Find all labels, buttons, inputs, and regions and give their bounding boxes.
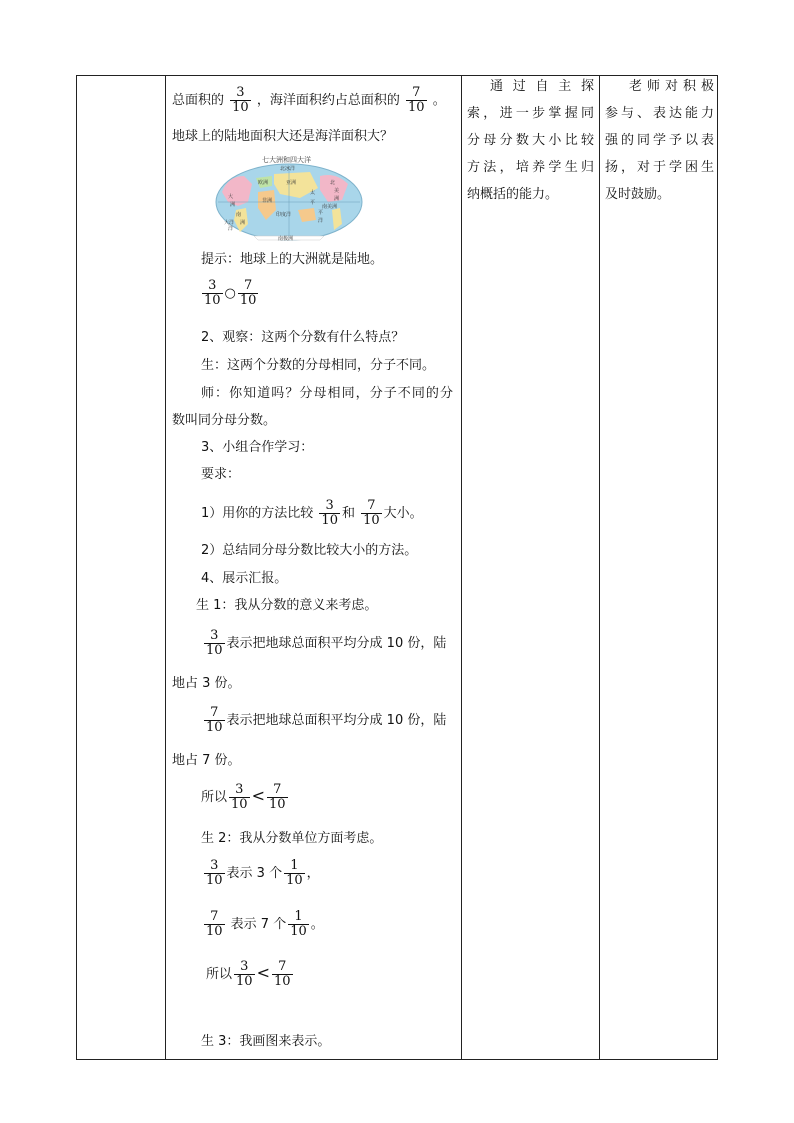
map-label: 南美洲 [322, 204, 338, 210]
content-line [202, 859, 320, 888]
content-line: 2）总结同分母分数比较大小的方法。 [201, 543, 418, 558]
content-line: 地占 7 份。 [172, 753, 241, 768]
intent-line: 方法，培养学生归 [467, 160, 594, 175]
denominator: 10 [363, 513, 380, 528]
text: 表示 7 个 [226, 917, 287, 932]
notes-line: 老师对积极 [629, 79, 714, 94]
text: ，海洋面积约占总面积的 [256, 93, 400, 108]
denominator: 10 [232, 100, 249, 115]
numerator: 1 [290, 858, 299, 873]
numerator: 7 [278, 959, 287, 974]
content-line: 地球上的陆地面积大还是海洋面积大？ [172, 129, 394, 144]
numerator: 3 [235, 782, 244, 797]
notes-line: 强的同学予以表 [605, 133, 714, 148]
denominator: 10 [273, 974, 291, 989]
world-map [214, 154, 364, 242]
less-than: < [256, 963, 270, 982]
text: 所以 [201, 790, 228, 805]
numerator: 3 [210, 858, 219, 873]
content-line: 生 2：我从分数单位方面考虑。 [201, 831, 383, 846]
denominator: 10 [239, 293, 257, 308]
map-label: 美 [334, 188, 340, 194]
content-line: 生 1：我从分数的意义来考虑。 [196, 598, 378, 613]
content-line: 4、展示汇报。 [201, 571, 288, 586]
numerator: 3 [325, 498, 334, 513]
less-than: < [251, 786, 265, 805]
content-line: 生 3：我画图来表示。 [201, 1034, 331, 1049]
fraction-1-10 [288, 910, 309, 939]
fraction-1-10 [284, 859, 305, 888]
intent-line: 索，进一步掌握同 [467, 106, 594, 121]
map-label: 平 [310, 200, 316, 206]
denominator: 10 [290, 924, 307, 939]
world-map-image [214, 154, 364, 242]
map-label: 洲 [240, 220, 246, 226]
text: 1）用你的方法比较 [201, 506, 314, 521]
column-divider [599, 76, 600, 1059]
denominator: 10 [206, 924, 223, 939]
denominator: 10 [206, 720, 223, 735]
text: 大小。 [383, 506, 423, 521]
content-line [202, 629, 446, 658]
fraction-7-10 [204, 706, 225, 735]
numerator: 7 [210, 705, 219, 720]
column-divider [461, 76, 462, 1059]
compare-circle: ○ [224, 286, 236, 301]
numerator: 3 [240, 959, 249, 974]
content-line: 3、小组合作学习： [201, 440, 314, 455]
numerator: 3 [208, 278, 217, 293]
fraction-3-10 [230, 86, 251, 115]
content-line [202, 706, 446, 735]
map-label: 南极洲 [278, 236, 294, 242]
fraction-3-10 [319, 499, 340, 528]
fraction-3-10 [204, 629, 225, 658]
notes-line: 参与、表达能力 [605, 106, 714, 121]
conclusion-line [201, 783, 290, 812]
denominator: 10 [231, 797, 248, 812]
denominator: 10 [236, 974, 253, 989]
fraction-3-10 [204, 859, 225, 888]
notes-line: 扬，对于学困生 [605, 160, 714, 175]
content-line [201, 499, 423, 528]
map-label: 太 [310, 190, 316, 196]
intent-line: 分母分数大小比较 [467, 133, 594, 148]
denominator: 10 [206, 643, 223, 658]
numerator: 7 [244, 278, 253, 293]
text: 和 [341, 506, 355, 521]
content-line: 要求： [201, 467, 241, 482]
text: 所以 [206, 967, 233, 982]
lesson-table [76, 75, 718, 1060]
map-label: 大洋 [224, 220, 235, 226]
map-label: 洋 [318, 218, 324, 224]
map-title: 七大洲和四大洋 [262, 156, 311, 164]
text: 表示 3 个 [226, 866, 283, 881]
content-line: 数叫同分母分数。 [172, 413, 277, 428]
map-label: 洲 [334, 196, 340, 202]
numerator: 7 [273, 782, 282, 797]
denominator: 10 [206, 873, 223, 888]
map-label: 印度洋 [276, 212, 292, 218]
content-line: 师：你知道吗？分母相同，分子不同的分 [201, 386, 453, 401]
fraction-7-10 [406, 86, 427, 115]
fraction-3-10 [202, 279, 223, 308]
text: 表示把地球总面积平均分成 10 份，陆 [226, 713, 447, 728]
fraction-7-10 [238, 279, 259, 308]
text: ， [306, 866, 320, 881]
map-label: 北冰洋 [280, 166, 296, 172]
numerator: 7 [210, 909, 219, 924]
content-line [172, 86, 446, 115]
conclusion-line [206, 960, 295, 989]
denominator: 10 [321, 513, 338, 528]
fraction-7-10 [204, 910, 225, 939]
numerator: 7 [412, 85, 421, 100]
fraction-3-10 [234, 960, 255, 989]
map-label: 北 [330, 180, 336, 186]
text: 总面积的 [172, 93, 225, 108]
map-label: 南 [236, 212, 242, 218]
denominator: 10 [408, 100, 425, 115]
numerator: 3 [210, 628, 219, 643]
intent-line: 纳概括的能力。 [467, 187, 559, 202]
map-label: 大 [228, 194, 234, 200]
numerator: 7 [367, 498, 376, 513]
content-line: 2、观察：这两个分数有什么特点？ [201, 330, 405, 345]
fraction-7-10 [267, 783, 288, 812]
text: 。 [310, 917, 324, 932]
map-label: 洲 [230, 202, 236, 208]
intent-line: 通 过 自 主 探 [490, 79, 594, 94]
denominator: 10 [204, 293, 221, 308]
map-label: 欧洲 [258, 180, 269, 186]
compare-line [200, 279, 260, 308]
text: 表示把地球总面积平均分成 10 份，陆 [226, 636, 447, 651]
fraction-7-10 [272, 960, 293, 989]
denominator: 10 [268, 797, 286, 812]
column-divider [165, 76, 166, 1059]
content-line: 地占 3 份。 [172, 676, 241, 691]
map-label: 洋 [228, 226, 234, 232]
content-line [202, 910, 324, 939]
map-label: 非洲 [262, 198, 273, 204]
fraction-3-10 [229, 783, 250, 812]
text: 。 [432, 93, 446, 108]
numerator: 1 [294, 909, 303, 924]
content-line: 提示：地球上的大洲就是陆地。 [201, 252, 384, 267]
numerator: 3 [236, 85, 245, 100]
fraction-7-10 [361, 499, 382, 528]
map-label: 平 [318, 210, 324, 216]
denominator: 10 [286, 873, 303, 888]
content-line: 生：这两个分数的分母相同，分子不同。 [201, 358, 436, 373]
map-label: 亚洲 [286, 180, 297, 186]
notes-line: 及时鼓励。 [605, 187, 671, 202]
